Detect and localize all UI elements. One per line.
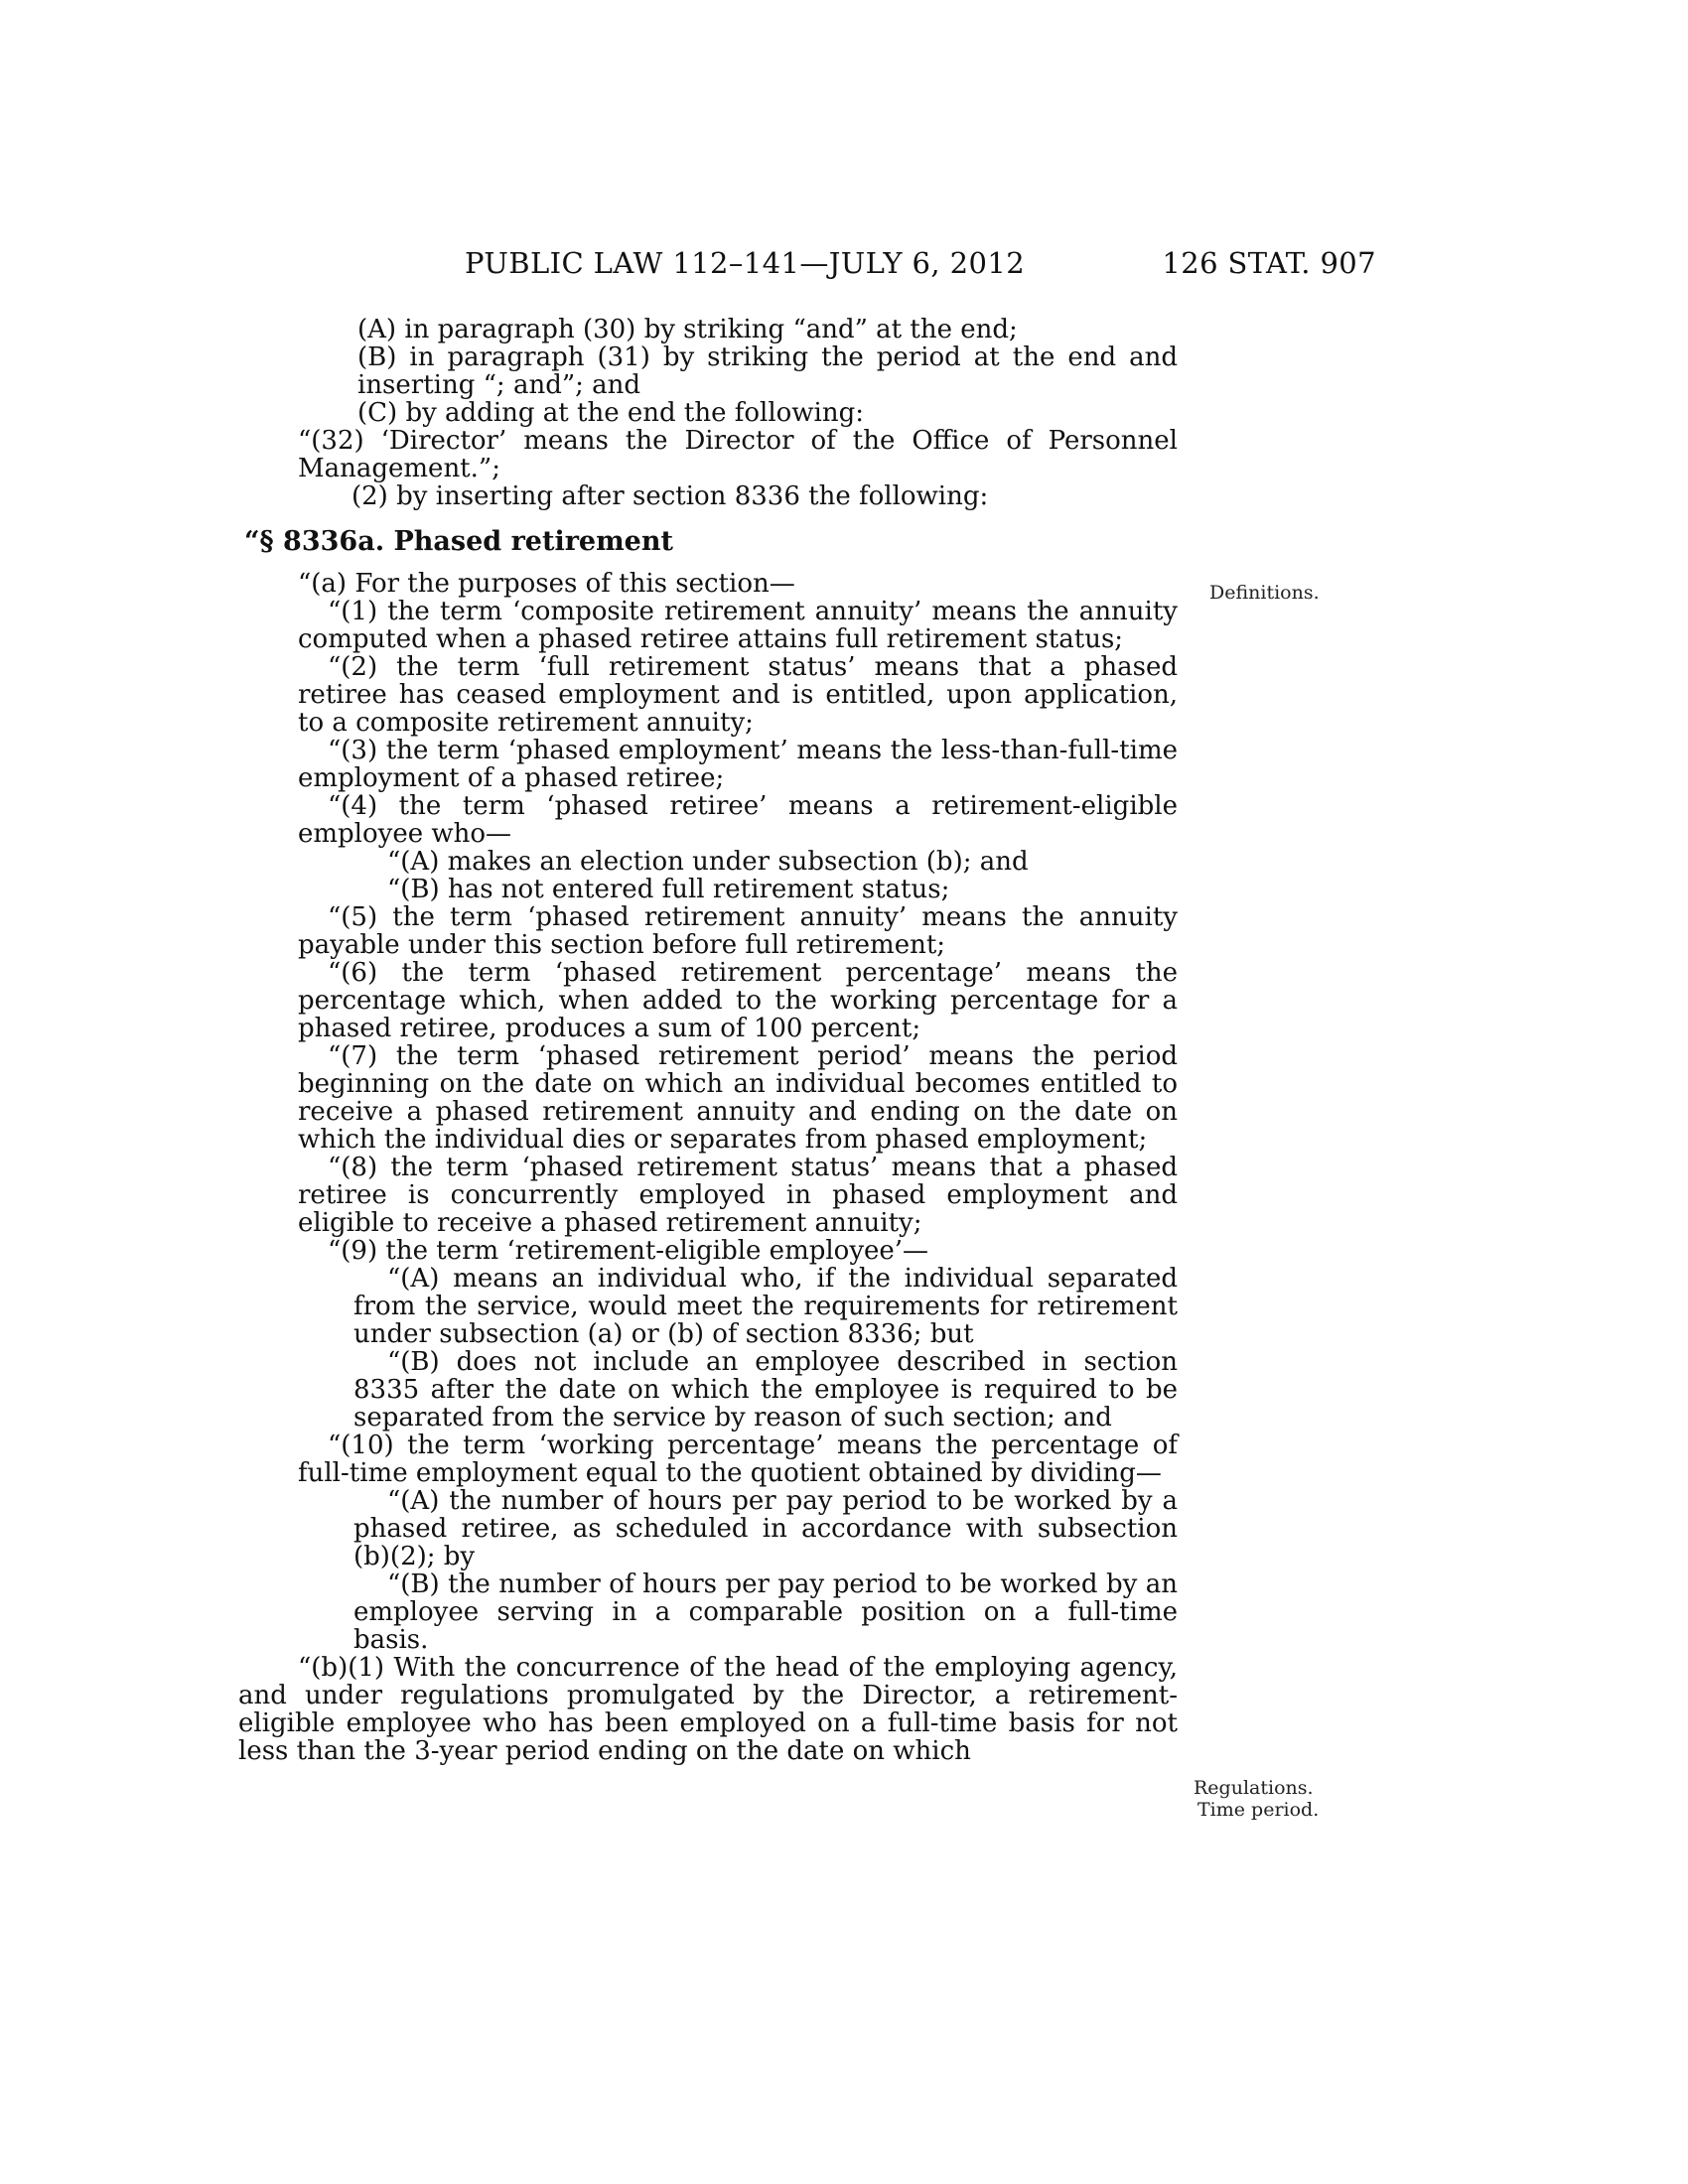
definition-4: “(4) the term ‘phased retiree’ means a retirement-eligible employee who— [298,791,1178,849]
definition-2: “(2) the term ‘full retirement status’ means that a phased retiree has ceased employment and is entitled, upon application, to a composite retirement annuity; [298,652,1178,738]
amendment-paragraph-2: (2) by inserting after section 8336 the following: [352,481,989,511]
margin-note-definitions: Definitions. [1209,582,1320,604]
subsection-a: “(a) For the purposes of this section— [298,569,795,599]
definition-9: “(9) the term ‘retirement-eligible employee’— [328,1236,929,1266]
section-heading: “§ 8336a. Phased retirement [244,526,673,557]
amendment-item-b: (B) in paragraph (31) by striking the period at the end and inserting “; and”; and [357,342,1178,400]
amendment-item-a: (A) in paragraph (30) by striking “and” at the end; [357,315,1018,344]
definition-1: “(1) the term ‘composite retirement annuity’ means the annuity computed when a phased retiree attains full retirement status; [298,597,1178,654]
amendment-item-c: (C) by adding at the end the following: [357,398,865,428]
definition-7: “(7) the term ‘phased retirement period’ means the period beginning on the date on which an individual becomes entitled to receive a phased retirement annuity and ending on the date on which the individual dies or separates from phased employment; [298,1041,1178,1155]
definition-3: “(3) the term ‘phased employment’ means the less-than-full-time employment of a phased retiree; [298,736,1178,793]
definition-4-b: “(B) has not entered full retirement status; [387,875,950,904]
margin-note-time-period: Time period. [1197,1799,1320,1821]
document-body [238,315,1178,1766]
margin-note-regulations: Regulations. [1194,1777,1314,1799]
subsection-b-1: “(b)(1) With the concurrence of the head of the employing agency, and under regulations promulgated by the Director, a retirement-eligible employee who has been employed on a full-time basis for not less than the 3-year period ending on the date on which [238,1653,1178,1766]
definition-5: “(5) the term ‘phased retirement annuity’ means the annuity payable under this section before full retirement; [298,902,1178,960]
definition-8: “(8) the term ‘phased retirement status’ means that a phased retiree is concurrently employed in phased employment and eligible to receive a phased retirement annuity; [298,1153,1178,1238]
paragraph-32: “(32) ‘Director’ means the Director of the Office of Personnel Management.”; [298,426,1178,483]
definition-10-a: “(A) the number of hours per pay period to be worked by a phased retiree, as scheduled in accordance with subsection (b)(2); by [353,1486,1178,1571]
definition-9-a: “(A) means an individual who, if the individual separated from the service, would meet the requirements for retirement under subsection (a) or (b) of section 8336; but [353,1264,1178,1349]
definition-9-b: “(B) does not include an employee described in section 8335 after the date on which the employee is required to be separated from the service by reason of such section; and [353,1347,1178,1433]
definition-10-b: “(B) the number of hours per pay period to be worked by an employee serving in a comparable position on a full-time basis. [353,1570,1178,1655]
public-law-title: PUBLIC LAW 112–141—JULY 6, 2012 [465,246,1026,280]
definition-6: “(6) the term ‘phased retirement percentage’ means the percentage which, when added to the working percentage for a phased retiree, produces a sum of 100 percent; [298,958,1178,1043]
definition-4-a: “(A) makes an election under subsection (b); and [387,847,1029,877]
page-header [465,246,1376,290]
statute-page-number: 126 STAT. 907 [1162,246,1376,280]
definition-10: “(10) the term ‘working percentage’ means the percentage of full-time employment equal to the quotient obtained by dividing— [298,1431,1178,1488]
